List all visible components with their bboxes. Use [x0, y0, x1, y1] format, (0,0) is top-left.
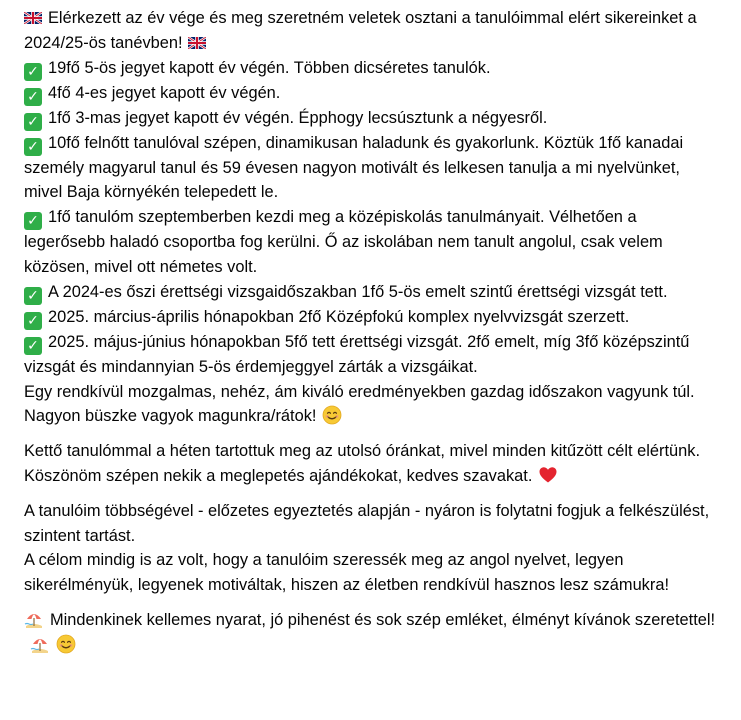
wishes-text: Mindenkinek kellemes nyarat, jó pihenést és sok szép emléket, élményt kívánok szeretettel!	[50, 610, 716, 629]
intro-line	[24, 6, 721, 56]
checklist-item	[24, 280, 721, 305]
checklist-item	[24, 205, 721, 280]
check-mark-icon: ✓	[24, 113, 42, 131]
summer-plan-text: A tanulóim többségével - előzetes egyeztetés alapján - nyáron is folytatni fogjuk a felkészülést, szintent tartást.	[24, 501, 710, 545]
closing-line	[24, 380, 721, 430]
post-paragraph-goals	[24, 499, 721, 598]
check-mark-icon: ✓	[24, 138, 42, 156]
checklist-text: 4fő 4-es jegyet kapott év végén.	[48, 83, 281, 102]
check-mark-icon: ✓	[24, 88, 42, 106]
checklist-text: 2025. május-június hónapokban 5fő tett érettségi vizsgát. 2fő emelt, míg 3fő középszintű vizsgát és mindannyian 5-ös érdemjeggyel zárták a vizsgáikat.	[24, 332, 690, 376]
smiling-face-icon	[322, 405, 342, 425]
check-mark-icon: ✓	[24, 63, 42, 81]
post-paragraph-thanks	[24, 439, 721, 489]
checklist-text: A 2024-es őszi érettségi vizsgaidőszakban 1fő 5-ös emelt szintű érettségi vizsgát tett.	[48, 282, 668, 301]
smiling-face-icon	[56, 634, 76, 654]
thanks-text: Kettő tanulómmal a héten tartottuk meg az utolsó óránkat, mivel minden kitűzött célt elértünk. Köszönöm szépen nekik a meglepetés ajándékokat, kedves szavakat.	[24, 442, 701, 485]
red-heart-icon	[538, 465, 558, 485]
check-mark-icon: ✓	[24, 212, 42, 230]
closing-text: Egy rendkívül mozgalmas, nehéz, ám kiváló eredményekben gazdag időszakon vagyunk túl. Nagyon büszke vagyok magunkra/rátok!	[24, 382, 695, 426]
intro-text: Elérkezett az év vége és meg szeretném veletek osztani a tanulóimmal elért sikereinket a 2024/25-ös tanévben!	[24, 9, 697, 52]
post-paragraph-results	[24, 6, 721, 429]
uk-flag-icon	[188, 37, 206, 49]
checklist-item	[24, 106, 721, 131]
checklist-item	[24, 330, 721, 380]
goal-line	[24, 548, 721, 598]
checklist-item	[24, 305, 721, 330]
beach-umbrella-icon	[30, 634, 50, 654]
check-mark-icon: ✓	[24, 337, 42, 355]
post-paragraph-wishes	[24, 608, 721, 658]
checklist-text: 1fő 3-mas jegyet kapott év végén. Épphogy lecsúsztunk a négyesről.	[48, 108, 548, 127]
checklist-item	[24, 81, 721, 106]
checklist-item	[24, 56, 721, 81]
summer-plan-line	[24, 499, 721, 549]
checklist-text: 19fő 5-ös jegyet kapott év végén. Többen dicséretes tanulók.	[48, 58, 491, 77]
uk-flag-icon	[24, 12, 42, 24]
goal-text: A célom mindig is az volt, hogy a tanulóim szeressék meg az angol nyelvet, legyen sikerélményük, legyenek motiváltak, hiszen az életben rendkívül hasznos lesz számukra!	[24, 551, 670, 595]
checklist-text: 1fő tanulóm szeptemberben kezdi meg a középiskolás tanulmányait. Vélhetően a legerősebb haladó csoportba fog kerülni. Ő az iskolában nem tanult angolul, csak velem közösen, mivel ott németes volt.	[24, 208, 663, 276]
check-mark-icon: ✓	[24, 287, 42, 305]
check-mark-icon: ✓	[24, 312, 42, 330]
checklist-text: 10fő felnőtt tanulóval szépen, dinamikusan haladunk és gyakorlunk. Köztük 1fő kanadai személy magyarul tanul és 59 évesen nagyon motivált és lelkesen tanulja a mi nyelvünket, mivel Baja környékén telepedett le.	[24, 133, 684, 202]
checklist-text: 2025. március-április hónapokban 2fő Középfokú komplex nyelvvizsgát szerzett.	[48, 307, 630, 326]
beach-umbrella-icon	[24, 609, 44, 629]
checklist-item	[24, 131, 721, 206]
